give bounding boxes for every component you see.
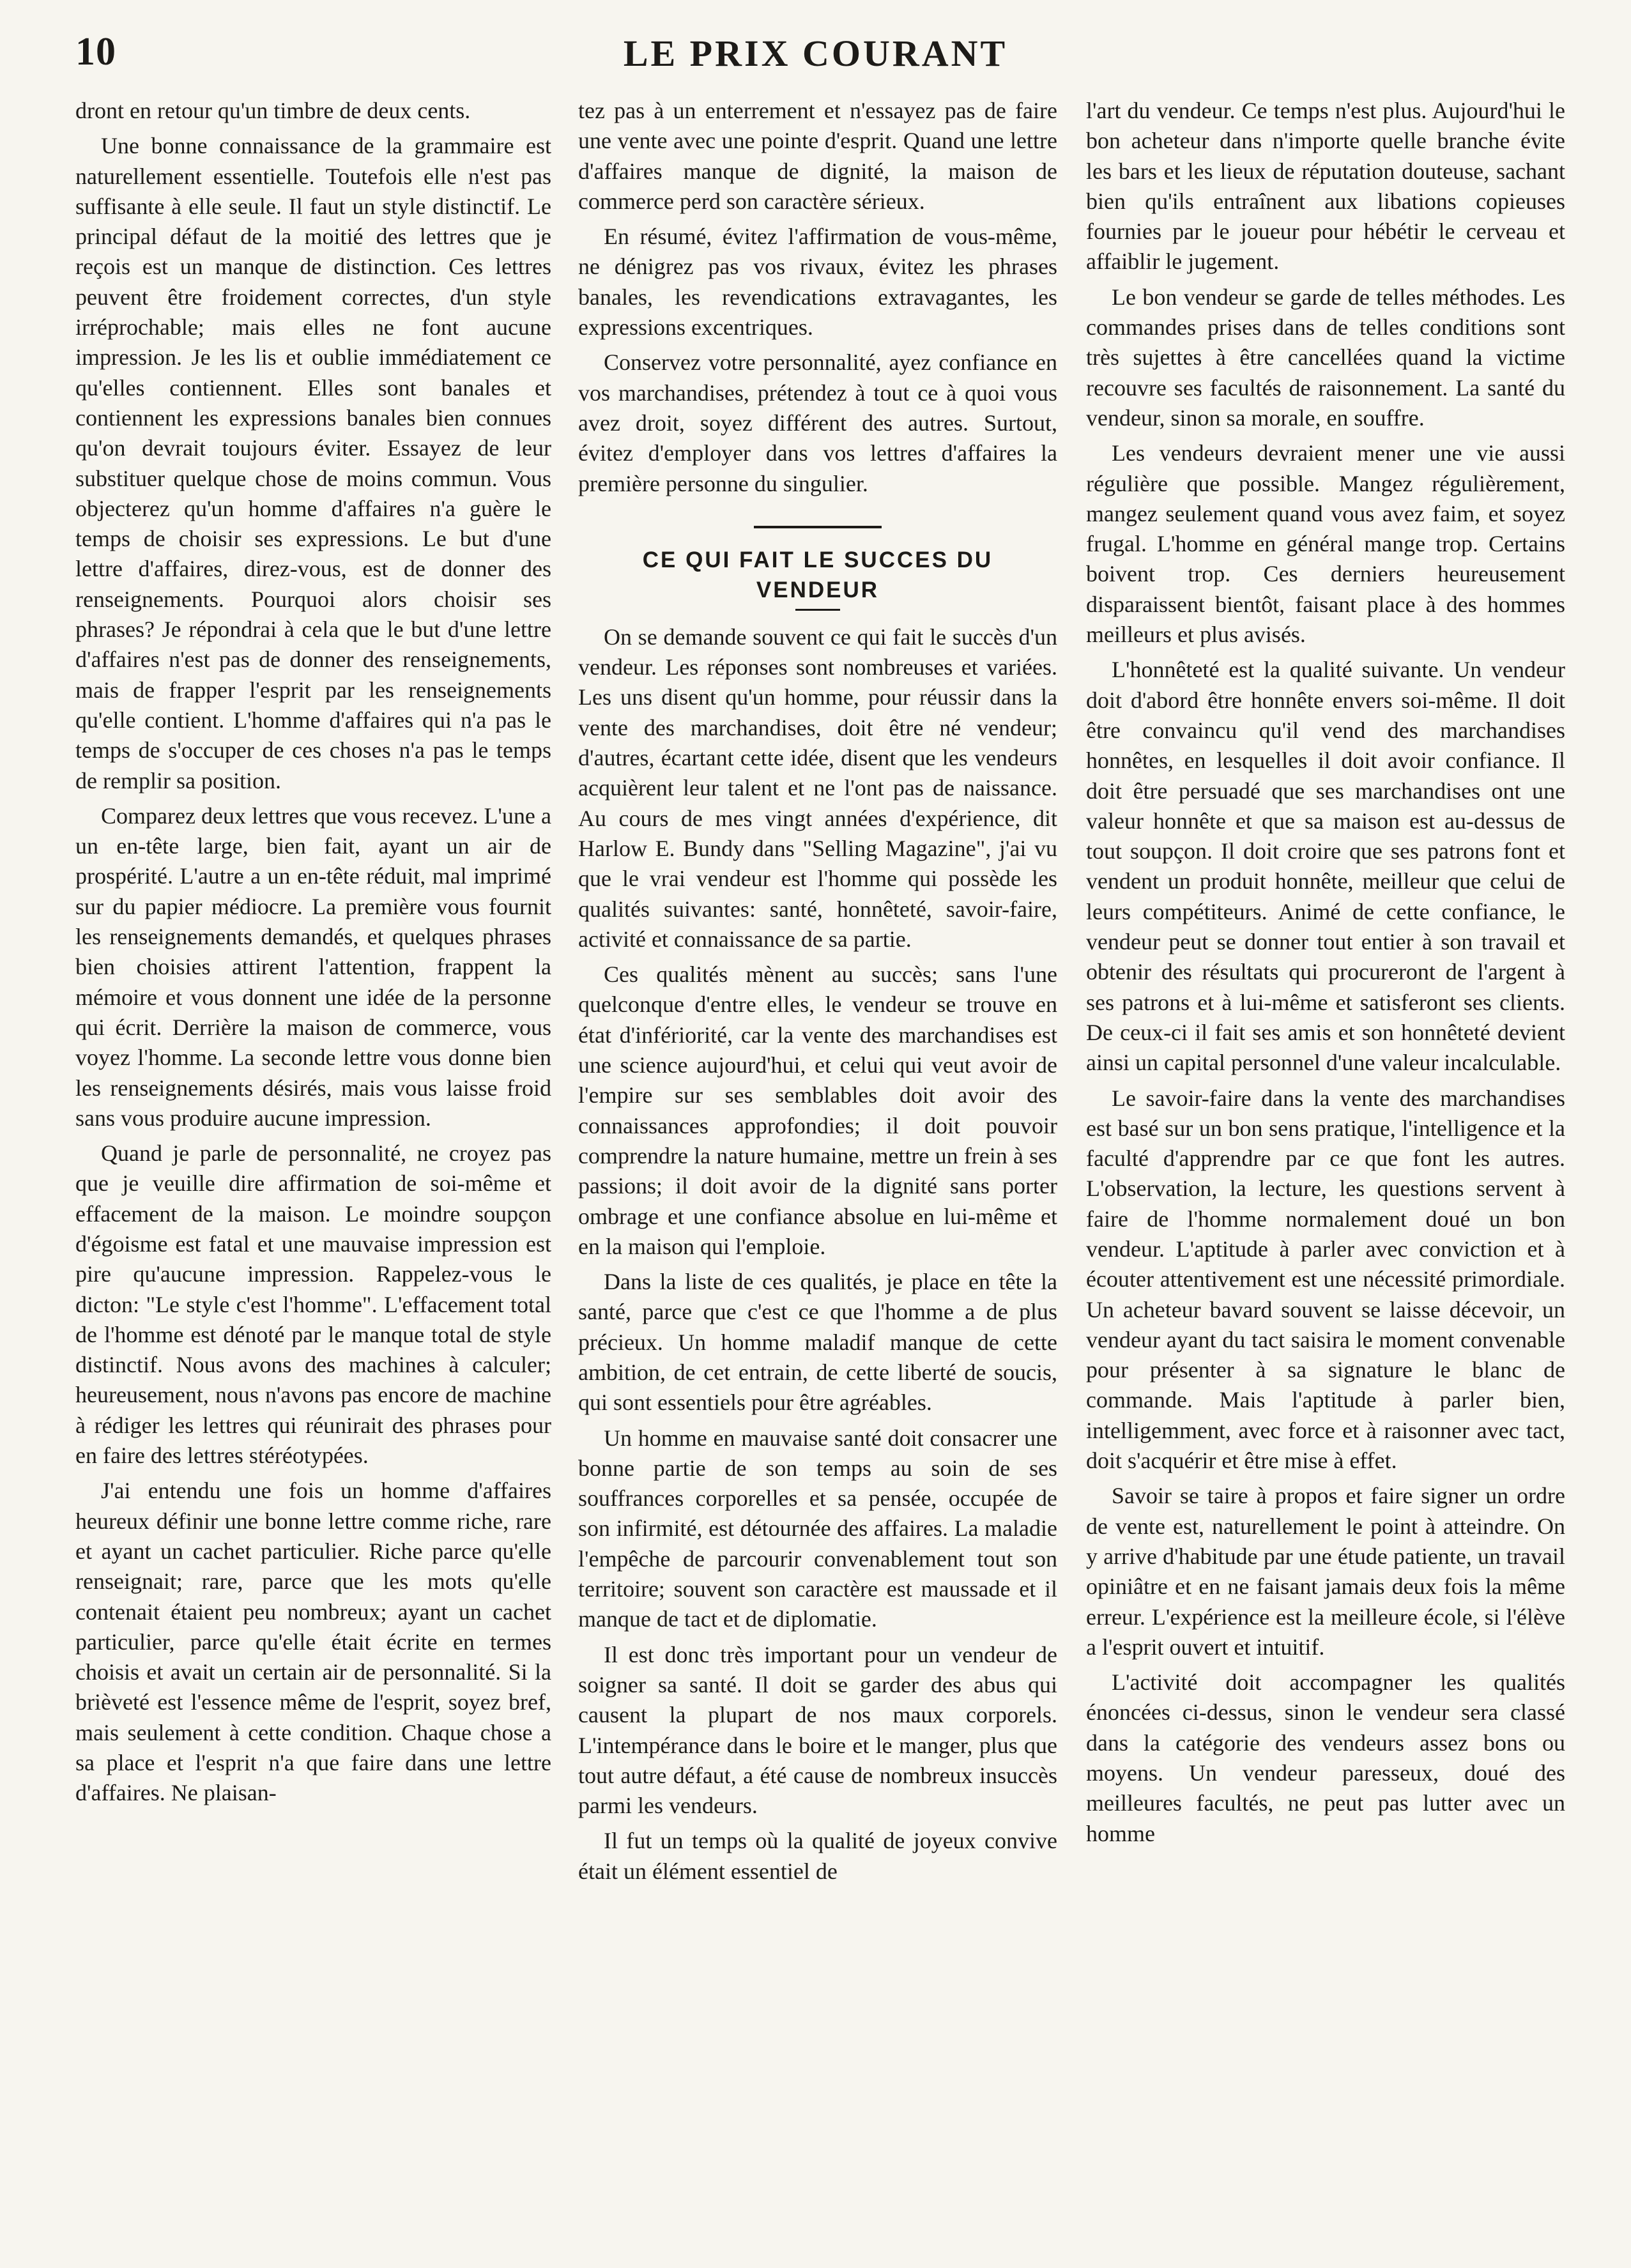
paragraph: Un homme en mauvaise santé doit consacrer une bonne partie de son temps au soin de ses souffrances corporelles et sa pensée, occupée de son infirmité, est détournée des affaires. La maladie l'empêche de parcourir convenablement tout son territoire; souvent son caractère est maussade et il manque de tact et de diplomatie. — [578, 1425, 1057, 1632]
paragraph: L'activité doit accompagner les qualités énoncées ci-dessus, sinon le vendeur sera classé dans la catégorie des vendeurs assez bons ou moyens. Un vendeur paresseux, doué des meilleures facultés, ne peut pas lutter avec un homme — [1086, 1669, 1565, 1846]
text-column-3 — [1086, 96, 1565, 2249]
paragraph: Le bon vendeur se garde de telles méthodes. Les commandes prises dans de telles conditions sont très sujettes à être cancellées quand la victime recouvre ses facultés de raisonnement. La santé du vendeur, sinon sa morale, en souffre. — [1086, 284, 1565, 431]
paragraph: Comparez deux lettres que vous recevez. L'une a un en-tête large, bien fait, ayant un air de prospérité. L'autre a un en-tête réduit, mal imprimé sur du papier médiocre. La première vous fournit les renseignements demandés, et quelques phrases bien choisies attirent l'attention, frappent la mémoire et vous donnent une idée de la personne qui écrit. Derrière la maison de commerce, vous voyez l'homme. La seconde lettre vous donne bien les renseignements désirés, mais vous laisse froid sans vous produire aucune impression. — [75, 802, 551, 1131]
paragraph: Il fut un temps où la qualité de joyeux convive était un élément essentiel de — [578, 1828, 1057, 1884]
page-number: 10 — [75, 30, 116, 73]
paragraph: Savoir se taire à propos et faire signer un ordre de vente est, naturellement le point à atteindre. On y arrive d'habitude par une étude patiente, un travail opiniâtre et en ne faisant jamais deux fois la même erreur. L'expérience est la meilleure école, si l'élève a l'esprit ouvert et intuitif. — [1086, 1483, 1565, 1660]
text-column-1 — [75, 96, 551, 2249]
page-header — [0, 18, 1631, 88]
paragraph: Quand je parle de personnalité, ne croyez pas que je veuille dire affirmation de soi-même et effacement de la maison. Le moindre soupçon d'égoisme est fatal et une mauvaise impression est pire qu'aucune impression. Rappelez-vous le dicton: "Le style c'est l'homme". L'effacement total de l'homme est dénoté par le manque total de style distinctif. Nous avons des machines à calculer; heureusement, nous n'avons pas encore de machine à rédiger les lettres qui réunirait des phrases pour en faire des lettres stéréotypées. — [75, 1140, 551, 1469]
section-divider — [754, 526, 882, 528]
section-heading: CE QUI FAIT LE SUCCES DU VENDEUR — [642, 547, 993, 602]
paragraph: Ces qualités mènent au succès; sans l'une quelconque d'entre elles, le vendeur se trouve en état d'infériorité, car la vente des marchandises est une science aujourd'hui, et celui qui veut avoir de l'empire sur ses semblables doit avoir des connaissances approfondies; il doit pouvoir comprendre la nature humaine, mettre un frein à ses passions; il doit avoir de la dignité sans porter ombrage et une confiance absolue en lui-même et en la maison qui l'emploie. — [578, 962, 1057, 1259]
paragraph: Il est donc très important pour un vendeur de soigner sa santé. Il doit se garder des abus qui causent la plupart de nos maux corporels. L'intempérance dans le boire et le manger, plus que tout autre défaut, a été cause de nombreux insuccès parmi les vendeurs. — [578, 1641, 1057, 1819]
paragraph: Conservez votre personnalité, ayez confiance en vos marchandises, prétendez à tout ce à quoi vous avez droit, soyez différent des autres. Surtout, évitez d'employer dans vos lettres d'affaires la première personne du singulier. — [578, 349, 1057, 496]
journal-title: LE PRIX COURANT — [623, 33, 1008, 74]
paragraph: Dans la liste de ces qualités, je place en tête la santé, parce que c'est ce que l'homme a de plus précieux. Un homme maladif manque de cette ambition, de cet entrain, de cette liberté de soucis, qui sont essentiels pour être agréables. — [578, 1269, 1057, 1416]
paragraph: Les vendeurs devraient mener une vie aussi régulière que possible. Mangez régulièrement, mangez seulement quand vous avez faim, et soyez frugal. L'homme en général mange trop. Certains boivent trop. Ces derniers heureusement disparaissent bientôt, faisant place à des hommes meilleurs et plus avisés. — [1086, 440, 1565, 648]
paragraph: L'honnêteté est la qualité suivante. Un vendeur doit d'abord être honnête envers soi-même. Il doit être convaincu qu'il vend des marchandises honnêtes, en lesquelles il doit avoir confiance. Il doit être persuadé que ses marchandises ont une valeur honnête et que sa maison est au-dessus de tout soupçon. Il doit croire que ses patrons font et vendent un produit honnête, meilleur que celui de leurs compétiteurs. Animé de cette confiance, le vendeur peut se donner tout entier à son travail et obtenir des résultats qui procureront de l'argent à ses patrons et à lui-même et satisferont ses clients. De ceux-ci il fait ses amis et son honnêteté devient ainsi un capital personnel d'une valeur incalculable. — [1086, 657, 1565, 1076]
heading-underline — [795, 609, 840, 611]
paragraph: tez pas à un enterrement et n'essayez pas de faire une vente avec une pointe d'esprit. Quand une lettre d'affaires manque de dignité, la maison de commerce perd son caractère sérieux. — [578, 98, 1057, 214]
paragraph: Une bonne connaissance de la grammaire est naturellement essentielle. Toutefois elle n'est pas suffisante à elle seule. Il faut un style distinctif. Le principal défaut de la moitié des lettres que je reçois est un manque de distinction. Ces lettres peuvent être froidement correctes, d'un style irréprochable; mais elles ne font aucune impression. Je les lis et oublie immédiatement ce qu'elles contiennent. Elles sont banales et contiennent les expressions banales bien connues qu'on devrait toujours éviter. Essayez de leur substituer quelque chose de moins commun. Vous objecterez qu'un homme d'affaires n'a guère le temps de choisir ses expressions. Le but d'une lettre d'affaires, direz-vous, est de donner des renseignements. Pourquoi alors choisir ses phrases? Je répondrai à cela que le but d'une lettre d'affaires n'est pas de donner des renseignements, mais de frapper l'esprit par les renseignements qu'elle contient. L'homme d'affaires qui n'a pas le temps de s'occuper de ces choses n'a pas le temps de remplir sa position. — [75, 133, 551, 793]
paragraph: Le savoir-faire dans la vente des marchandises est basé sur un bon sens pratique, l'intelligence et la faculté d'apprendre par ce que font les autres. L'observation, la lecture, les questions servent à faire de l'homme normalement doué un bon vendeur. L'aptitude à parler avec conviction et à écouter attentivement est une nécessité primordiale. Un acheteur bavard souvent se laisse décevoir, un vendeur ayant du tact saisira le moment convenable pour présenter à sa signature le blanc de commande. Mais l'aptitude à parler bien, intelligemment, avec force et à raisonner avec tact, doit s'acquérir et être mise à effet. — [1086, 1085, 1565, 1474]
paragraph: On se demande souvent ce qui fait le succès d'un vendeur. Les réponses sont nombreuses et variées. Les uns disent qu'un homme, pour réussir dans la vente des marchandises, doit être né vendeur; d'autres, écartant cette idée, disent que les vendeurs acquièrent leur talent et ne l'ont pas de naissance. Au cours de mes vingt années d'expérience, dit Harlow E. Bundy dans "Selling Magazine", j'ai vu que le vrai vendeur est l'homme qui possède les qualités suivantes: santé, honnêteté, savoir-faire, activité et connaissance de sa partie. — [578, 624, 1057, 952]
paragraph: En résumé, évitez l'affirmation de vous-même, ne dénigrez pas vos rivaux, évitez les phrases banales, les revendications extravagantes, les expressions excentriques. — [578, 224, 1057, 341]
paragraph: dront en retour qu'un timbre de deux cents. — [75, 98, 471, 123]
paragraph: l'art du vendeur. Ce temps n'est plus. Aujourd'hui le bon acheteur dans n'importe quelle branche évite les bars et les lieux de réputation douteuse, sachant bien qu'ils entraînent aux libations copieuses fournies par le joueur pour hébétir le cerveau et affaiblir le jugement. — [1086, 98, 1565, 275]
text-column-2 — [578, 96, 1057, 2249]
paragraph: J'ai entendu une fois un homme d'affaires heureux définir une bonne lettre comme riche, rare et ayant un cachet particulier. Riche parce qu'elle renseignait; rare, parce que les mots qu'elle contenait étaient peu nombreux; ayant un cachet particulier, parce qu'elle était écrite en termes choisis et avait un certain air de personnalité. Si la brièveté est l'essence même de l'esprit, soyez bref, mais seulement à cette condition. Chaque chose a sa place et l'esprit n'a que faire dans une lettre d'affaires. Ne plaisan- — [75, 1478, 551, 1806]
